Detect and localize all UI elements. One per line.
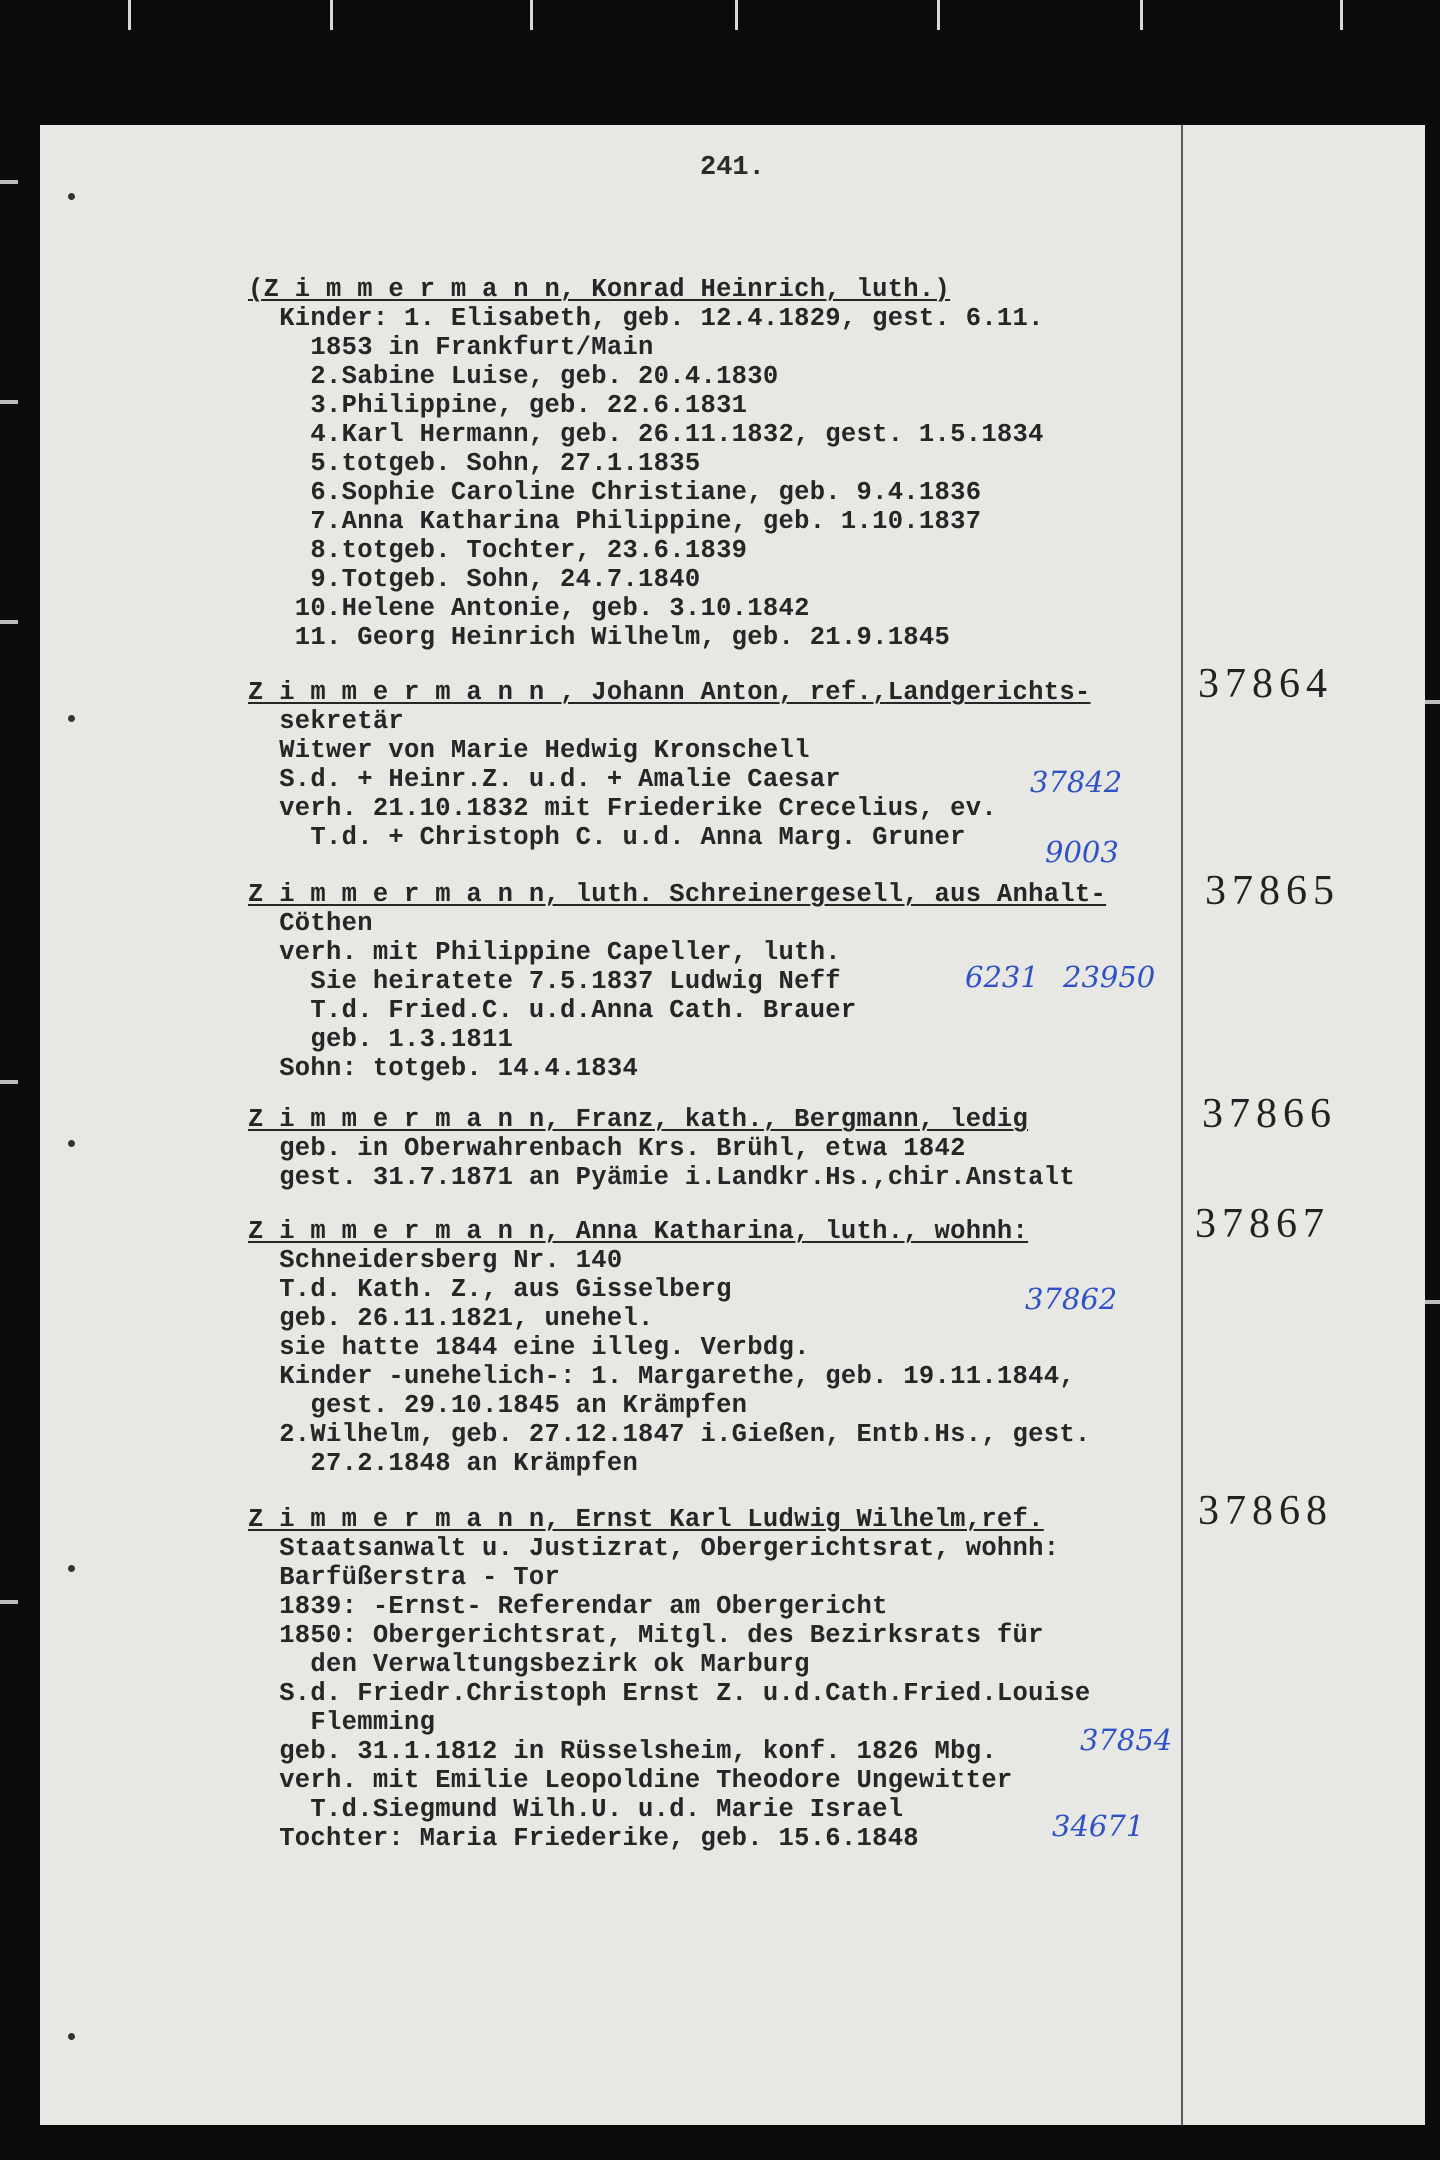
- entry-line: 8.totgeb. Tochter, 23.6.1839: [248, 536, 748, 565]
- film-mark: [0, 620, 18, 624]
- margin-rule: [1181, 125, 1183, 2125]
- film-mark: [735, 0, 738, 30]
- register-number: 37867: [1195, 1201, 1330, 1247]
- film-mark: [0, 1600, 18, 1604]
- entry-line: S.d. + Heinr.Z. u.d. + Amalie Caesar: [248, 765, 841, 794]
- entry-line: 2.Sabine Luise, geb. 20.4.1830: [248, 362, 779, 391]
- entry-line: 4.Karl Hermann, geb. 26.11.1832, gest. 1.5.1834: [248, 420, 1044, 449]
- punch-dot: [68, 193, 75, 200]
- entry-line: Tochter: Maria Friederike, geb. 15.6.1848: [248, 1824, 919, 1853]
- film-mark: [0, 400, 18, 404]
- punch-dot: [68, 1565, 75, 1572]
- handwritten-note: 34671: [1052, 1809, 1145, 1843]
- entry-line: T.d.Siegmund Wilh.U. u.d. Marie Israel: [248, 1795, 904, 1824]
- entry-line: 5.totgeb. Sohn, 27.1.1835: [248, 449, 701, 478]
- entry-line: Sie heiratete 7.5.1837 Ludwig Neff: [248, 967, 841, 996]
- entry-line: Kinder -unehelich-: 1. Margarethe, geb. 19.11.1844,: [248, 1362, 1075, 1391]
- entry-line: verh. 21.10.1832 mit Friederike Crecelius, ev.: [248, 794, 997, 823]
- entry-line: sekretär: [248, 707, 405, 736]
- register-number: 37864: [1198, 661, 1333, 707]
- punch-dot: [68, 715, 75, 722]
- film-mark: [937, 0, 940, 30]
- entry-line: 1850: Obergerichtsrat, Mitgl. des Bezirksrats für: [248, 1621, 1044, 1650]
- handwritten-note: 9003: [1045, 835, 1119, 869]
- entry-line: 11. Georg Heinrich Wilhelm, geb. 21.9.1845: [248, 623, 951, 652]
- film-mark: [330, 0, 333, 30]
- handwritten-note: 23950: [1063, 960, 1156, 994]
- entry-line: 6.Sophie Caroline Christiane, geb. 9.4.1836: [248, 478, 982, 507]
- entry-line: T.d. Fried.C. u.d.Anna Cath. Brauer: [248, 996, 857, 1025]
- entry-line: Kinder: 1. Elisabeth, geb. 12.4.1829, gest. 6.11.: [248, 304, 1044, 333]
- entry-line: Staatsanwalt u. Justizrat, Obergerichtsrat, wohnh:: [248, 1534, 1060, 1563]
- entry-line: verh. mit Emilie Leopoldine Theodore Ungewitter: [248, 1766, 1013, 1795]
- entry-line: 27.2.1848 an Krämpfen: [248, 1449, 639, 1478]
- entry-line: gest. 31.7.1871 an Pyämie i.Landkr.Hs.,chir.Anstalt: [248, 1163, 1075, 1192]
- entry-line: T.d. + Christoph C. u.d. Anna Marg. Gruner: [248, 823, 966, 852]
- film-mark: [0, 180, 18, 184]
- film-mark: [128, 0, 131, 30]
- entry-line: Z i m m e r m a n n, Anna Katharina, luth., wohnh:: [248, 1217, 1029, 1246]
- entry-line: S.d. Friedr.Christoph Ernst Z. u.d.Cath.Fried.Louise: [248, 1679, 1091, 1708]
- entry-line: 3.Philippine, geb. 22.6.1831: [248, 391, 748, 420]
- entry-line: Z i m m e r m a n n, luth. Schreinergesell, aus Anhalt-: [248, 880, 1107, 909]
- entry-line: geb. 31.1.1812 in Rüsselsheim, konf. 1826 Mbg.: [248, 1737, 997, 1766]
- film-mark: [1340, 0, 1343, 30]
- handwritten-note: 37842: [1030, 765, 1123, 799]
- entry-line: (Z i m m e r m a n n, Konrad Heinrich, luth.): [248, 275, 951, 304]
- register-number: 37866: [1202, 1091, 1337, 1137]
- film-mark: [1140, 0, 1143, 30]
- handwritten-note: 6231: [965, 960, 1039, 994]
- entry-line: geb. 1.3.1811: [248, 1025, 514, 1054]
- film-mark: [530, 0, 533, 30]
- entry-line: T.d. Kath. Z., aus Gisselberg: [248, 1275, 732, 1304]
- punch-dot: [68, 2033, 75, 2040]
- document-page: [40, 125, 1425, 2125]
- entry-line: den Verwaltungsbezirk ok Marburg: [248, 1650, 810, 1679]
- entry-line: Cöthen: [248, 909, 373, 938]
- handwritten-note: 37862: [1025, 1282, 1118, 1316]
- entry-line: 2.Wilhelm, geb. 27.12.1847 i.Gießen, Entb.Hs., gest.: [248, 1420, 1091, 1449]
- entry-line: gest. 29.10.1845 an Krämpfen: [248, 1391, 748, 1420]
- entry-line: 1853 in Frankfurt/Main: [248, 333, 654, 362]
- entry-line: Z i m m e r m a n n , Johann Anton, ref.,Landgerichts-: [248, 678, 1091, 707]
- register-number: 37865: [1205, 868, 1340, 914]
- entry-line: Witwer von Marie Hedwig Kronschell: [248, 736, 810, 765]
- film-mark: [0, 1080, 18, 1084]
- entry-line: 7.Anna Katharina Philippine, geb. 1.10.1837: [248, 507, 982, 536]
- entry-line: geb. in Oberwahrenbach Krs. Brühl, etwa 1842: [248, 1134, 966, 1163]
- entry-line: Z i m m e r m a n n, Ernst Karl Ludwig Wilhelm,ref.: [248, 1505, 1044, 1534]
- entry-line: Barfüßerstra - Tor: [248, 1563, 561, 1592]
- film-mark: [1425, 700, 1440, 704]
- page-number: 241.: [700, 153, 765, 183]
- entry-line: geb. 26.11.1821, unehel.: [248, 1304, 654, 1333]
- entry-line: Flemming: [248, 1708, 436, 1737]
- entry-line: verh. mit Philippine Capeller, luth.: [248, 938, 841, 967]
- entry-line: sie hatte 1844 eine illeg. Verbdg.: [248, 1333, 810, 1362]
- film-mark: [1425, 1300, 1440, 1304]
- entry-line: Sohn: totgeb. 14.4.1834: [248, 1054, 639, 1083]
- handwritten-note: 37854: [1080, 1723, 1173, 1757]
- register-number: 37868: [1198, 1488, 1333, 1534]
- entry-line: 10.Helene Antonie, geb. 3.10.1842: [248, 594, 810, 623]
- punch-dot: [68, 1140, 75, 1147]
- entry-line: 9.Totgeb. Sohn, 24.7.1840: [248, 565, 701, 594]
- entry-line: 1839: -Ernst- Referendar am Obergericht: [248, 1592, 888, 1621]
- entry-line: Schneidersberg Nr. 140: [248, 1246, 623, 1275]
- entry-line: Z i m m e r m a n n, Franz, kath., Bergmann, ledig: [248, 1105, 1029, 1134]
